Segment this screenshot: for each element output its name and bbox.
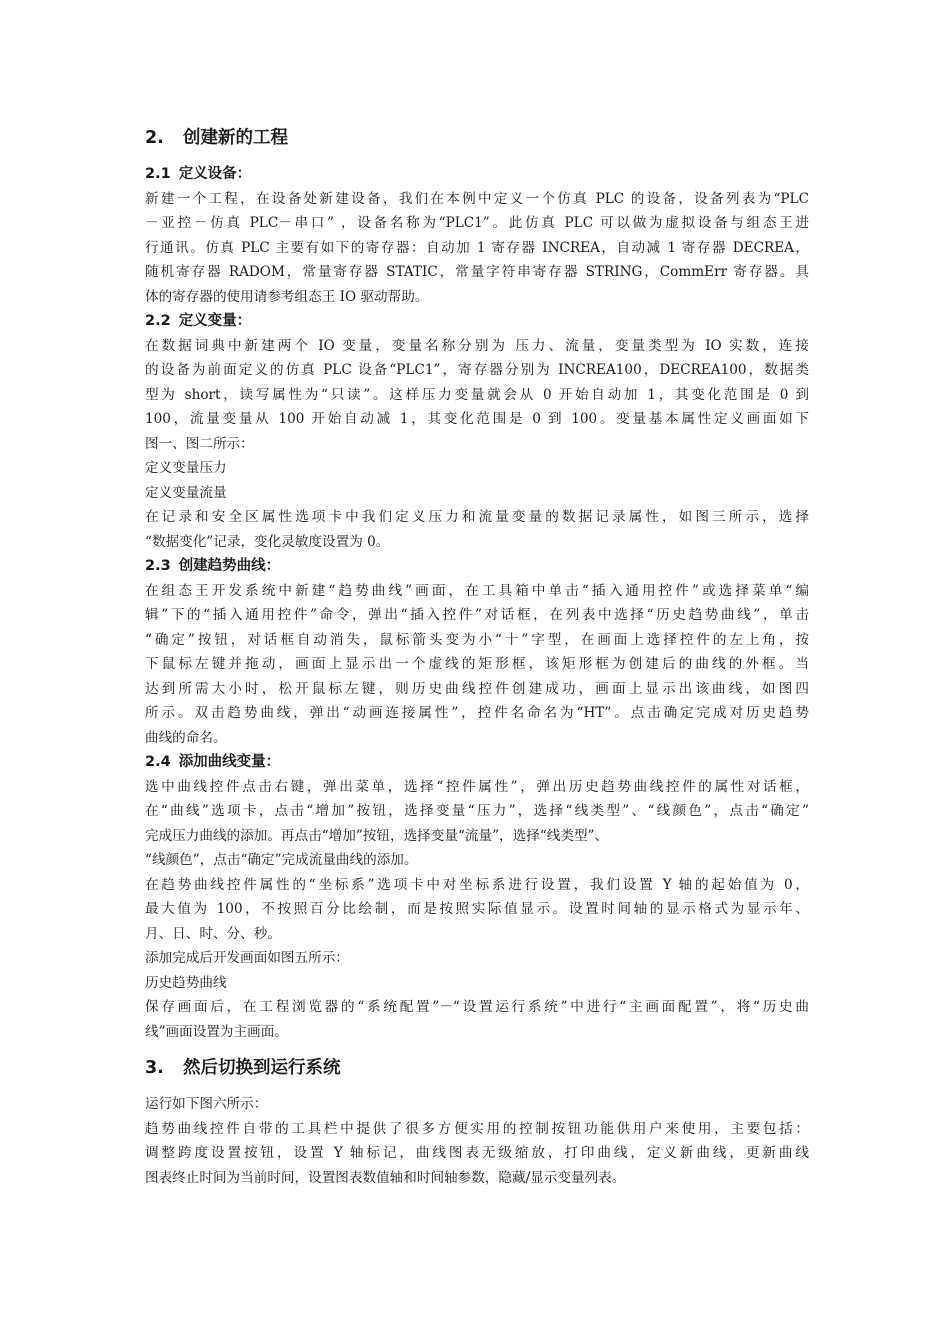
- section-title: 创建新的工程: [183, 128, 288, 148]
- paragraph-line: 选中曲线控件点击右键，弹出菜单，选择“控件属性”，弹出历史趋势曲线控件的属性对话框，: [145, 778, 809, 795]
- figure-caption: 历史趋势曲线: [145, 974, 227, 991]
- subsection-heading: [145, 750, 809, 775]
- subsection-title: 定义设备：: [178, 166, 252, 182]
- subsection-heading: [145, 309, 809, 334]
- subsection-number: 2.2: [145, 313, 171, 329]
- subsection-title: 定义变量：: [178, 313, 252, 329]
- paragraph-line: －亚控－仿真 PLC－串口” ，设备名称为“PLC1”。此仿真 PLC 可以做为虚拟设备与组态王进: [145, 215, 809, 231]
- paragraph-line: 下鼠标左键并拖动，画面上显示出一个虚线的矩形框，该矩形框为创建后的曲线的外框。当: [145, 656, 809, 672]
- paragraph-line: 的设备为前面定义的仿真 PLC 设备“PLC1”，寄存器分别为 INCREA100，DECREA100，数据类: [145, 362, 809, 378]
- section-number: 3.: [145, 1058, 164, 1078]
- paragraph-line: 所示。双击趋势曲线，弹出“动画连接属性”，控件名命名为“HT”。点击确定完成对历史趋势: [145, 705, 809, 721]
- paragraph-line: 运行如下图六所示：: [145, 1096, 268, 1112]
- paragraph-line: 在趋势曲线控件属性的“坐标系”选项卡中对坐标系进行设置，我们设置 Y 轴的起始值为 0，: [145, 876, 809, 893]
- subsection-title: 创建趋势曲线：: [178, 558, 281, 574]
- paragraph-line: 月、日、时、分、秒。: [145, 925, 281, 942]
- paragraph-line: 体的寄存器的使用请参考组态王 IO 驱动帮助。: [145, 288, 429, 305]
- subsection-heading: [145, 162, 809, 187]
- section-3-body: [145, 1092, 809, 1190]
- paragraph-line: 型为 short，读写属性为“只读”。这样压力变量就会从 0 开始自动加 1，其变化范围是 0 到: [145, 386, 809, 403]
- subsection-title: 添加曲线变量：: [178, 754, 281, 770]
- paragraph-line: “线颜色”，点击“确定”完成流量曲线的添加。: [145, 852, 418, 868]
- paragraph-line: 添加完成后开发画面如图五所示：: [145, 950, 349, 966]
- section-3-heading: [145, 1056, 809, 1080]
- paragraph-line: 辑”下的“插入通用控件”命令，弹出“插入控件”对话框，在列表中选择“历史趋势曲线”，单击: [145, 607, 809, 623]
- paragraph-line: 图一、图二所示：: [145, 435, 254, 452]
- subsection-2-4: [145, 750, 809, 1044]
- paragraph-line: 最大值为 100，不按照百分比绘制，而是按照实际值显示。设置时间轴的显示格式为显示年、: [145, 901, 809, 917]
- paragraph-line: “确定”按钮，对话框自动消失，鼠标箭头变为小“十”字型，在画面上选择控件的左上角，按: [145, 631, 809, 648]
- subsection-2-2: [145, 309, 809, 554]
- subsection-number: 2.3: [145, 558, 171, 574]
- paragraph-line: 在“曲线”选项卡，点击“增加”按钮，选择变量“压力”，选择“线类型”、“线颜色”，点击“确定”: [145, 803, 809, 819]
- paragraph-line: 线”画面设置为主画面。: [145, 1023, 288, 1040]
- paragraph-line: 在数据词典中新建两个 IO 变量，变量名称分别为 压力、流量，变量类型为 IO 实数，连接: [145, 337, 809, 354]
- subsection-2-1: [145, 162, 809, 309]
- paragraph-line: 曲线的命名。: [145, 729, 227, 746]
- paragraph-line: 100，流量变量从 100 开始自动减 1，其变化范围是 0 到 100。变量基本属性定义画面如下: [145, 411, 809, 427]
- subsection-2-3: [145, 554, 809, 750]
- paragraph-line: 趋势曲线控件自带的工具栏中提供了很多方便实用的控制按钮功能供用户来使用，主要包括：: [145, 1120, 809, 1137]
- subsection-number: 2.4: [145, 754, 171, 770]
- paragraph-line: 达到所需大小时，松开鼠标左键，则历史曲线控件创建成功，画面上显示出该曲线，如图四: [145, 680, 809, 697]
- paragraph-line: 新建一个工程，在设备处新建设备，我们在本例中定义一个仿真 PLC 的设备，设备列表为“PLC: [145, 190, 809, 207]
- paragraph-line: 保存画面后，在工程浏览器的“系统配置”－“设置运行系统”中进行“主画面配置”，将“历史曲: [145, 999, 809, 1015]
- section-2-heading: [145, 126, 809, 150]
- paragraph-line: 随机寄存器 RADOM，常量寄存器 STATIC，常量字符串寄存器 STRING，CommErr 寄存器。具: [145, 264, 809, 280]
- paragraph-line: “数据变化”记录，变化灵敏度设置为 0。: [145, 533, 390, 550]
- figure-caption: 定义变量压力: [145, 460, 227, 476]
- paragraph-line: 行通讯。仿真 PLC 主要有如下的寄存器：自动加 1 寄存器 INCREA，自动减 1 寄存器 DECREA，: [145, 239, 809, 256]
- subsection-heading: [145, 554, 809, 579]
- paragraph-line: 在记录和安全区属性选项卡中我们定义压力和流量变量的数据记录属性，如图三所示，选择: [145, 509, 809, 525]
- figure-caption: 定义变量流量: [145, 484, 227, 501]
- document-page: [145, 126, 809, 1190]
- section-number: 2.: [145, 128, 164, 148]
- paragraph-line: 调整跨度设置按钮，设置 Y 轴标记，曲线图表无级缩放，打印曲线，定义新曲线，更新曲线: [145, 1145, 809, 1161]
- paragraph-line: 完成压力曲线的添加。再点击“增加”按钮，选择变量“流量”，选择“线类型”、: [145, 827, 609, 844]
- paragraph-line: 在组态王开发系统中新建“趋势曲线”画面，在工具箱中单击“插入通用控件”或选择菜单“编: [145, 582, 809, 599]
- subsection-number: 2.1: [145, 166, 171, 182]
- section-title: 然后切换到运行系统: [183, 1058, 341, 1078]
- paragraph-line: 图表终止时间为当前时间，设置图表数值轴和时间轴参数，隐藏/显示变量列表。: [145, 1169, 626, 1186]
